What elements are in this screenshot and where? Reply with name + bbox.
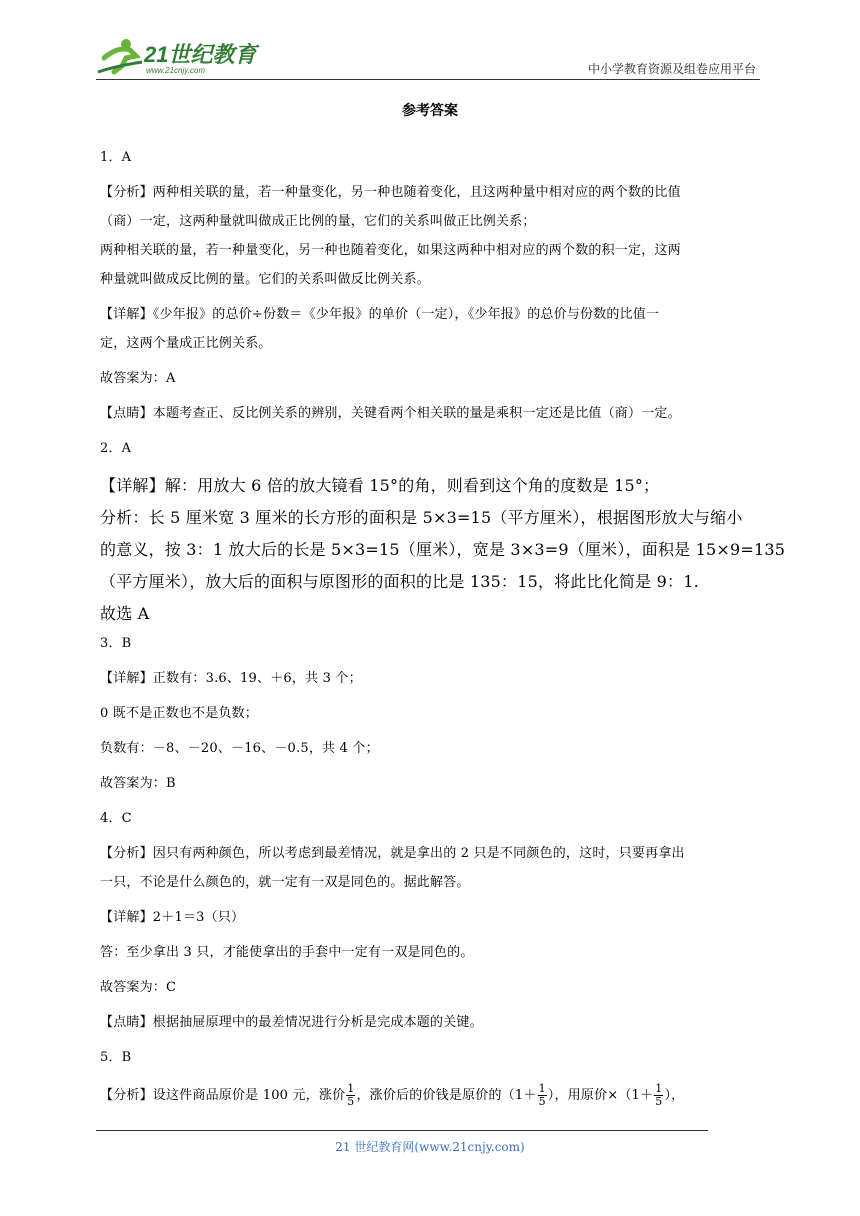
q5-analysis	[100, 1083, 764, 1108]
q1-detail-line: 【详解】《少年报》的总价÷份数＝《少年报》的单价（一定），《少年报》的总价与份数的比值一	[100, 307, 660, 322]
q3-zero-note: 0 既不是正数也不是负数；	[100, 706, 259, 721]
fraction-numerator: 1	[538, 1082, 546, 1095]
fraction-one-fifth	[654, 1083, 663, 1108]
q2-analysis-line: 分析：长 5 厘米宽 3 厘米的长方形的面积是 5×3=15（平方厘米），根据图形放大与缩小	[100, 508, 743, 527]
q3-answer: 故答案为：B	[100, 776, 176, 791]
fraction-numerator: 1	[347, 1082, 355, 1095]
svg-text:www.21cnjy.com: www.21cnjy.com	[146, 66, 205, 75]
q2-analysis-line: （平方厘米），放大后的面积与原图形的面积的比是 135：15，将此比化简是 9：1.	[100, 572, 699, 591]
q1-analysis-line: 【分析】两种相关联的量，若一种量变化，另一种也随着变化，且这两种量中相对应的两个数的比值	[100, 185, 681, 200]
q4-head: 4．C	[100, 811, 132, 826]
q4-analysis-line: 一只，不论是什么颜色的，就一定有一双是同色的。据此解答。	[100, 875, 470, 890]
q2-head: 2．A	[100, 441, 132, 456]
fraction-denominator: 5	[347, 1095, 355, 1108]
q2-detail: 【详解】解：用放大 6 倍的放大镜看 15°的角，则看到这个角的度数是 15°；	[100, 476, 660, 495]
fraction-denominator: 5	[538, 1095, 546, 1108]
q4-detail: 【详解】2＋1＝3（只）	[100, 910, 245, 925]
q5-text-segment: ），	[664, 1088, 685, 1103]
q3-detail: 【详解】正数有：3.6、19、＋6，共 3 个；	[100, 671, 362, 686]
q1-answer: 故答案为：A	[100, 371, 176, 386]
footer-link[interactable]: 21 世纪教育网(www.21cnjy.com)	[335, 1140, 525, 1154]
q5-text-segment: ），用原价×（1＋	[547, 1088, 654, 1103]
fraction-numerator: 1	[655, 1082, 663, 1095]
q1-head: 1．A	[100, 150, 132, 165]
header-divider	[96, 79, 760, 80]
q4-answer: 故答案为：C	[100, 980, 177, 995]
q1-analysis-line: （商）一定，这两种量就叫做成正比例的量，它们的关系叫做正比例关系；	[100, 214, 536, 229]
footer-divider	[96, 1130, 708, 1131]
platform-tagline: 中小学教育资源及组卷应用平台	[587, 62, 756, 76]
q5-text-segment: 【分析】设这件商品原价是 100 元，涨价	[100, 1088, 346, 1103]
q1-analysis-line: 两种相关联的量，若一种量变化，另一种也随着变化，如果这两种中相对应的两个数的积一定，这两	[100, 243, 681, 258]
q4-reply: 答：至少拿出 3 只，才能使拿出的手套中一定有一双是同色的。	[100, 945, 474, 960]
page-header	[96, 34, 760, 80]
fraction-denominator: 5	[655, 1095, 663, 1108]
q1-analysis-line: 种量就叫做成反比例的量。它们的关系叫做反比例关系。	[100, 272, 431, 287]
q3-head: 3．B	[100, 636, 132, 651]
q4-analysis-line: 【分析】因只有两种颜色，所以考虑到最差情况，就是拿出的 2 只是不同颜色的，这时，只要再拿出	[100, 846, 685, 861]
fraction-one-fifth	[346, 1083, 355, 1108]
q5-head: 5．B	[100, 1050, 132, 1065]
q1-point: 【点睛】本题考查正、反比例关系的辨别，关键看两个相关联的量是乘积一定还是比值（商）一定。	[100, 406, 681, 421]
q2-analysis-line: 的意义，按 3：1 放大后的长是 5×3=15（厘米），宽是 3×3=9（厘米），面积是 15×9=135	[100, 540, 786, 559]
q2-answer: 故选 A	[100, 604, 150, 623]
runner-logo-icon	[96, 36, 276, 76]
q5-text-segment: ，涨价后的价钱是原价的（1＋	[356, 1088, 537, 1103]
svg-text:21世纪教育: 21世纪教育	[144, 42, 257, 67]
site-logo	[96, 36, 276, 76]
fraction-one-fifth	[538, 1083, 547, 1108]
page-title: 参考答案	[402, 103, 458, 119]
q3-negatives: 负数有：－8、－20、－16、－0.5，共 4 个；	[100, 741, 379, 756]
answer-content	[100, 148, 786, 1123]
q1-detail-line: 定，这两个量成正比例关系。	[100, 336, 272, 351]
q4-point: 【点睛】根据抽屉原理中的最差情况进行分析是完成本题的关键。	[100, 1015, 483, 1030]
